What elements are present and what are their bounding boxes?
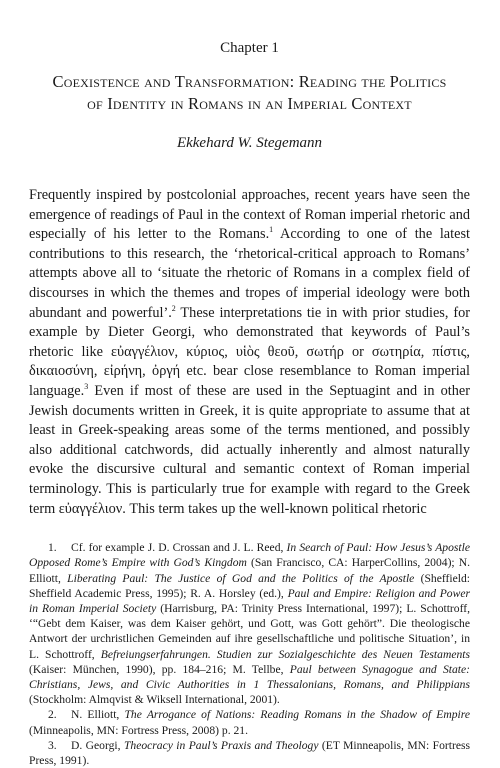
footnote-text: (Harrisburg, PA: Trinity Press International, 1997); L. Schottroff, ‘“Gebt dem Kaiser, was dem Kaiser gehört, und Gott, was Gott gehört”. Die theologische Antwort der urchristlichen Gemeinden auf ihre gesellschaftliche und politische Situation’, in L. Schottroff, [29,601,471,661]
body-text-segment-2: According to one of the latest contributions to this research, the ‘rhetorical-critical approach to Romans’ attempts above all to ‘situate the rhetoric of Romans in a complex field of discourses in which the themes and tropes of imperial ideology were both abundant and powerful’. [29,226,470,321]
footnote-text: (Minneapolis, MN: Fortress Press, 2008) p. 21. [29,723,248,737]
footnote-text: (Sheffield: Sheffield Academic Press, 1995); R. A. Horsley (ed.), [29,571,470,600]
footnote-text: (Kaiser: München, 1990), pp. 184–216; M. Tellbe, [29,662,290,676]
footnote [29,707,470,737]
footnote-text: (Stockholm: Almqvist & Wiksell International, 2001). [29,693,280,707]
body-text-segment-3: These interpretations tie in with prior studies, for example by Dieter Georgi, who demonstrated that keywords of Paul’s rhetoric like εὐαγγέλιον, κύριος, υἱὸς θεοῦ, σωτήρ or σωτηρία, πίστις, δικαιοσύνη, εἰρήνη, ὀργή etc. bear close resemblance to Roman imperial language. [29,304,470,399]
footnote [29,540,470,707]
footnote-ref-1: 1 [269,225,274,235]
chapter-title [29,71,470,115]
chapter-title-line-1: Coexistence and Transformation: Reading the Politics [52,72,447,91]
body-paragraph [29,186,470,519]
chapter-label: Chapter 1 [220,40,279,56]
chapter-title-line-2: of Identity in Romans in an Imperial Context [87,94,412,113]
footnote-ref-3: 3 [84,382,89,392]
footnote-title-italic: Befreiungserfahrungen. Studien zur Sozialgeschichte des Neuen Testaments [100,647,470,661]
footnotes [29,540,470,768]
footnote-number: 3. [48,738,57,752]
footnote-title-italic: Paul between Synagogue and State: Christians, Jews, and Civic Authorities in 1 Thessalonians, Romans, and Philippians [29,662,470,691]
footnote-text: Cf. for example J. D. Crossan and J. L. Reed, [71,541,287,555]
footnote-title-italic: The Arrogance of Nations: Reading Romans in the Shadow of Empire [124,708,471,722]
footnote-title-italic: Paul and Empire: Religion and Power in Roman Imperial Society [29,586,470,615]
body-text-segment-4: Even if most of these are used in the Septuagint and in other Jewish documents written in Greek, it is quite appropriate to assume that at least in Greek-speaking areas some of the terms mentioned, and possibly also additional catchwords, did actually inherently and almost naturally evoke the discursive cultural and semantic context of Roman imperial terminology. This is particularly true for example with regard to the Greek term εὐαγγέλιον. This term takes up the well-known political rhetoric [29,382,470,517]
footnote-number: 2. [48,708,57,722]
footnote [29,738,470,768]
footnote-ref-2: 2 [171,303,176,313]
footnote-text: D. Georgi, [71,738,124,752]
footnote-text: N. Elliott, [71,708,125,722]
footnote-text: (ET Minneapolis, MN: Fortress Press, 1991). [29,738,471,767]
footnote-text: (San Francisco, CA: HarperCollins, 2004); N. Elliott, [29,556,470,585]
body-text-segment-1: Frequently inspired by postcolonial approaches, recent years have seen the emergence of readings of Paul in the context of Roman imperial rhetoric and especially of his letter to the Romans. [29,187,470,243]
footnote-title-italic: In Search of Paul: How Jesus’s Apostle Opposed Rome’s Empire with God’s Kingdom [29,541,471,570]
footnote-title-italic: Liberating Paul: The Justice of God and the Politics of the Apostle [67,571,415,585]
footnote-number: 1. [48,541,57,555]
footnote-title-italic: Theocracy in Paul’s Praxis and Theology [123,738,319,752]
author-name: Ekkehard W. Stegemann [176,135,323,151]
